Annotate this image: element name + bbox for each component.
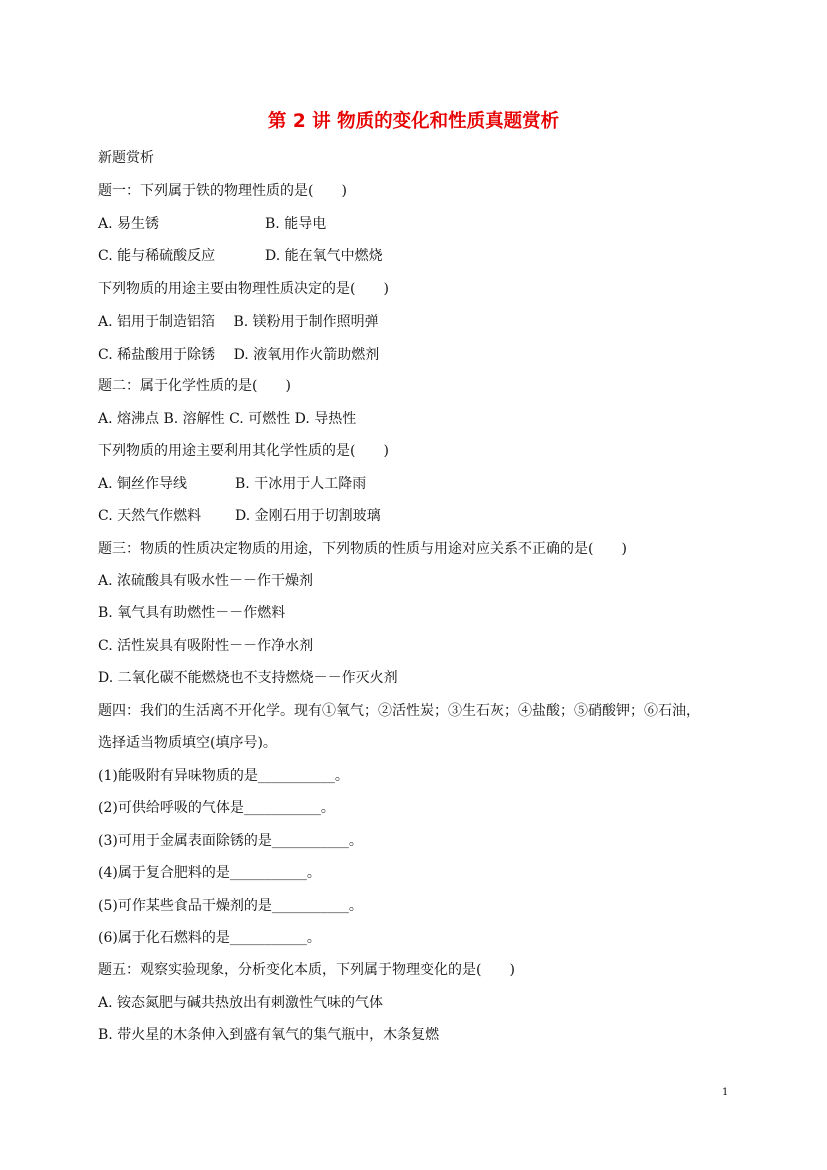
q1-option-a: A. 易生锈	[98, 216, 160, 232]
q1-option-c: C. 能与稀硫酸反应	[98, 248, 216, 264]
q1-options-row1	[98, 214, 327, 234]
q2b-options-row2	[98, 506, 381, 526]
q1-stem: 题一：下列属于铁的物理性质的是( )	[98, 183, 347, 199]
q2-stem: 题二：属于化学性质的是( )	[98, 378, 291, 394]
q3-stem: 题三：物质的性质决定物质的用途，下列物质的性质与用途对应关系不正确的是( )	[98, 541, 627, 557]
q1-option-d: D. 能在氧气中燃烧	[265, 248, 383, 264]
q2b-option-c: C. 天然气作燃料	[98, 508, 202, 524]
q4-item-6: (6)属于化石燃料的是___________。	[98, 930, 321, 946]
q3-option-c: C. 活性炭具有吸附性－－作净水剂	[98, 638, 314, 654]
q1-options-row2	[98, 246, 383, 266]
q3-option-d: D. 二氧化碳不能燃烧也不支持燃烧－－作灭火剂	[98, 670, 398, 686]
q2-options: A. 熔沸点 B. 溶解性 C. 可燃性 D. 导热性	[98, 411, 357, 427]
q2b-option-d: D. 金刚石用于切割玻璃	[235, 508, 381, 524]
q3-option-b: B. 氧气具有助燃性－－作燃料	[98, 605, 286, 621]
q5-option-b: B. 带火星的木条伸入到盛有氧气的集气瓶中，木条复燃	[98, 1027, 440, 1043]
q1b-options-ab: A. 铝用于制造铝箔 B. 镁粉用于制作照明弹	[98, 314, 379, 330]
page-title: 第 2 讲 物质的变化和性质真题赏析	[267, 111, 560, 132]
q2b-option-a: A. 铜丝作导线	[98, 476, 188, 492]
page-number: 1	[722, 1087, 729, 1098]
q5-option-a: A. 铵态氮肥与碱共热放出有刺激性气味的气体	[98, 995, 384, 1011]
q3-option-a: A. 浓硫酸具有吸水性－－作干燥剂	[98, 573, 314, 589]
q4-item-5: (5)可作某些食品干燥剂的是___________。	[98, 898, 363, 914]
q4-item-4: (4)属于复合肥料的是___________。	[98, 865, 321, 881]
section-heading: 新题赏析	[98, 150, 154, 166]
q4-item-3: (3)可用于金属表面除锈的是___________。	[98, 833, 363, 849]
q2b-stem: 下列物质的用途主要利用其化学性质的是( )	[98, 443, 389, 459]
q4-stem-line2: 选择适当物质填空(填序号)。	[98, 735, 277, 751]
q5-stem: 题五：观察实验现象，分析变化本质，下列属于物理变化的是( )	[98, 962, 515, 978]
q2b-option-b: B. 干冰用于人工降雨	[235, 476, 367, 492]
q4-item-2: (2)可供给呼吸的气体是___________。	[98, 800, 335, 816]
q4-item-1: (1)能吸附有异味物质的是___________。	[98, 768, 349, 784]
q1b-stem: 下列物质的用途主要由物理性质决定的是( )	[98, 281, 389, 297]
q2b-options-row1	[98, 474, 367, 494]
q4-stem-line1: 题四：我们的生活离不开化学。现有①氧气；②活性炭；③生石灰；④盐酸；⑤硝酸钾；⑥石油，	[98, 703, 700, 719]
q1b-options-cd: C. 稀盐酸用于除锈 D. 液氧用作火箭助燃剂	[98, 347, 380, 363]
q1-option-b: B. 能导电	[265, 216, 327, 232]
